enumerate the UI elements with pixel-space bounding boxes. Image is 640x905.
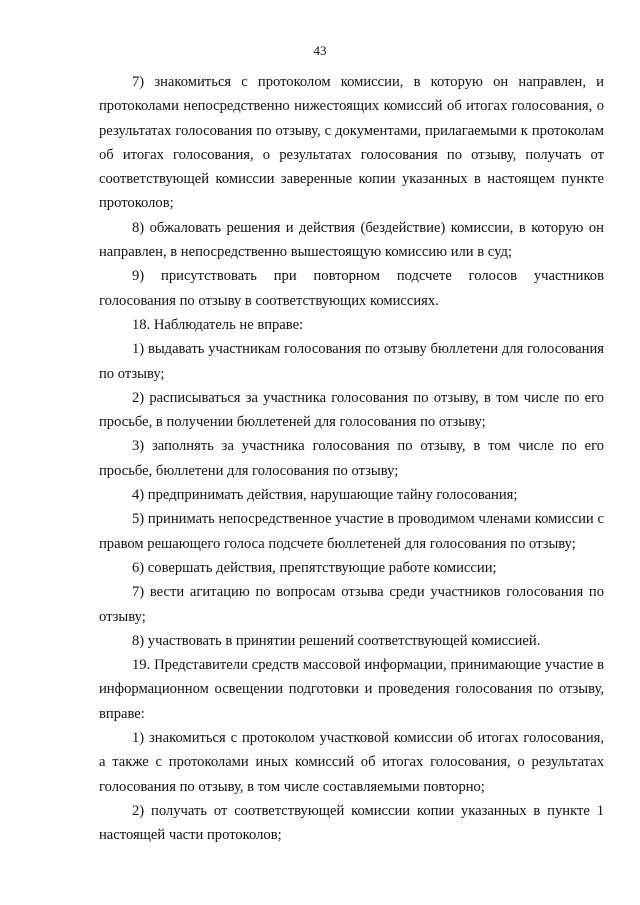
document-body [99, 70, 604, 848]
paragraph: 1) знакомиться с протоколом участковой комиссии об итогах голосования, а также с протоколами иных комиссий об итогах голосования, о результатах голосования по отзыву, в том числе составляемыми повторно; [99, 730, 604, 795]
paragraph: 2) получать от соответствующей комиссии копии указанных в пункте 1 настоящей части протоколов; [99, 802, 604, 844]
paragraph: 7) знакомиться с протоколом комиссии, в которую он направлен, и протоколами непосредственно нижестоящих комиссий об итогах голосования, о результатах голосования по отзыву, с документами, прилагаемыми к протоколам об итогах голосования, о результатах голосования по отзыву, получать от соответствующей комиссии заверенные копии указанных в настоящем пункте протоколов; [99, 74, 604, 212]
section-heading: 18. Наблюдатель не вправе: [132, 316, 304, 333]
paragraph: 1) выдавать участникам голосования по отзыву бюллетени для голосования по отзыву; [99, 341, 604, 382]
paragraph: 8) участвовать в принятии решений соответствующей комиссией. [132, 632, 541, 649]
paragraph: 3) заполнять за участника голосования по отзыву, в том числе по его просьбе, бюллетени для голосования по отзыву; [99, 438, 604, 479]
page-number: 43 [313, 43, 327, 58]
paragraph: 8) обжаловать решения и действия (бездействие) комиссии, в которую он направлен, в непосредственно вышестоящую комиссию или в суд; [99, 219, 604, 261]
paragraph: 9) присутствовать при повторном подсчете голосов участников голосования по отзыву в соответствующих комиссиях. [99, 268, 604, 309]
paragraph: 7) вести агитацию по вопросам отзыва среди участников голосования по отзыву; [99, 584, 604, 625]
paragraph: 2) расписываться за участника голосования по отзыву, в том числе по его просьбе, в получении бюллетеней для голосования по отзыву; [99, 389, 604, 431]
paragraph: 19. Представители средств массовой информации, принимающие участие в информационном освещении подготовки и проведения голосования по отзыву, вправе: [99, 657, 604, 722]
paragraph: 6) совершать действия, препятствующие работе комиссии; [132, 559, 497, 576]
paragraph: 4) предпринимать действия, нарушающие тайну голосования; [132, 487, 518, 504]
paragraph: 5) принимать непосредственное участие в проводимом членами комиссии с правом решающего голоса подсчете бюллетеней для голосования по отзыву; [99, 511, 604, 552]
